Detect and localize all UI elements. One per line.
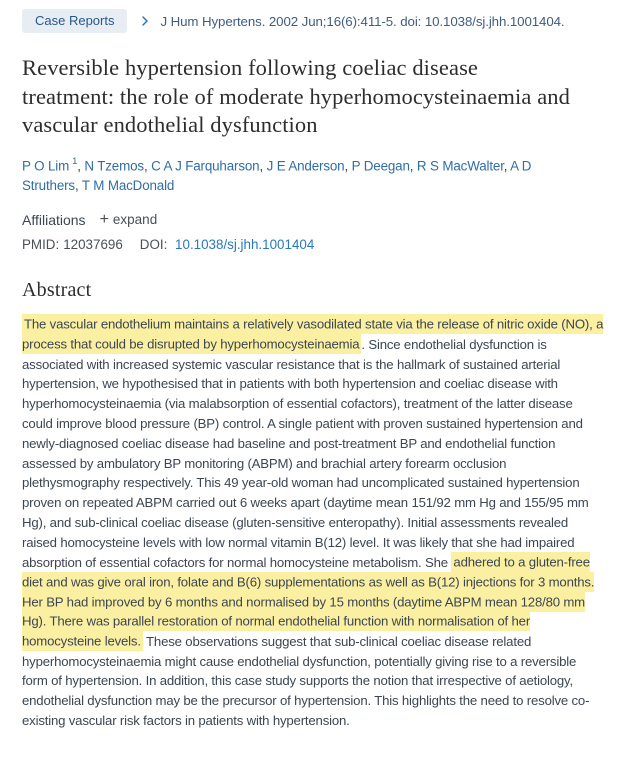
author-link[interactable]: T M MacDonald [81, 177, 175, 193]
abstract-body-text: These observations suggest that sub-clinical coeliac disease related hyperhomocysteinaemia might cause endothelial dysfunction, potentially giving rise to a reversible form of hypertension. In addition, this case study supports the notion that irrespective of aetiology, endothelial dysfunction may be the precursor of hypertension. This highlights the need to resolve co-existing vascular risk factors in patients with hypertension. [22, 633, 590, 728]
author-link[interactable]: C A J Farquharson [151, 157, 260, 173]
pmid-label: PMID: [22, 236, 60, 252]
affiliations-row [22, 212, 605, 228]
article-header [22, 9, 605, 33]
author-separator: , [409, 157, 417, 173]
author-affiliation-number[interactable]: 1 [72, 155, 78, 167]
article-title: Reversible hypertension following coeliac disease treatment: the role of moderate hyperhomocysteinaemia and vascular endothelial dysfunction [22, 55, 570, 137]
expand-affiliations-button[interactable] [100, 212, 158, 228]
authors-list [22, 153, 590, 196]
publication-type-badge[interactable]: Case Reports [22, 9, 127, 33]
chevron-right-icon [139, 15, 151, 27]
highlighted-text: The vascular endothelium maintains a relatively vasodilated state via the release of nitric oxide (NO), a process that could be disrupted by hyperhomocysteinaemia [22, 314, 603, 354]
doi-group [140, 237, 315, 252]
author-separator: , [503, 157, 511, 173]
author-separator: , [74, 177, 82, 193]
doi-label: DOI: [139, 236, 168, 252]
doi-link[interactable]: 10.1038/sj.jhh.1001404 [175, 236, 315, 252]
author-link[interactable]: N Tzemos [84, 157, 144, 173]
author-separator: , [77, 157, 85, 173]
author-link[interactable]: P Deegan [351, 157, 410, 173]
identifiers-row [22, 237, 605, 252]
author-link[interactable]: R S MacWalter [416, 157, 504, 173]
abstract-text [22, 315, 605, 731]
plus-icon: + [99, 210, 109, 228]
abstract-heading: Abstract [22, 278, 92, 301]
pmid-value: 12037696 [63, 236, 123, 252]
expand-label: expand [112, 212, 158, 228]
affiliations-label: Affiliations [22, 211, 86, 228]
highlighted-text: adhered to a gluten-free diet and was give oral iron, folate and B(6) supplementations as well as B(12) injections for 3 months. Her BP had improved by 6 months and normalised by 15 months (daytime ABPM mean 128/80 mm Hg). There was parallel restoration of normal endothelial function with normalisation of her homocysteine levels. [22, 552, 594, 651]
abstract-body-text: . Since endothelial dysfunction is associated with increased systemic vascular resistance that is the hallmark of sustained arterial hypertension, we hypothesised that in patients with both hypertension and coeliac disease with hyperhomocysteinaemia (via malabsorption of essential cofactors), treatment of the latter disease could improve blood pressure (BP) control. A single patient with proven sustained hypertension and newly-diagnosed coeliac disease had baseline and post-treatment BP and endothelial function assessed by ambulatory BP monitoring (ABPM) and brachial artery forearm occlusion plethysmography respectively. This 49 year-old woman had uncomplicated sustained hypertension proven on repeated ABPM carried out 6 weeks apart (daytime mean 151/92 mm Hg and 155/95 mm Hg), and sub-clinical coeliac disease (gluten-sensitive enteropathy). Initial assessments revealed raised homocysteine levels with low normal vitamin B(12) level. It was likely that she had impaired absorption of essential cofactors for normal homocysteine metabolism. She [22, 336, 589, 570]
author-link[interactable]: J E Anderson [266, 157, 345, 173]
author-separator: , [143, 157, 152, 173]
author-link[interactable]: A D Struthers [22, 157, 532, 193]
journal-citation-trigger[interactable]: J Hum Hypertens. 2002 Jun;16(6):411-5. doi: 10.1038/sj.jhh.1001404. [160, 13, 565, 29]
author-separator: , [344, 157, 352, 173]
author-link[interactable]: P O Lim [22, 157, 70, 173]
author-separator: , [259, 157, 267, 173]
